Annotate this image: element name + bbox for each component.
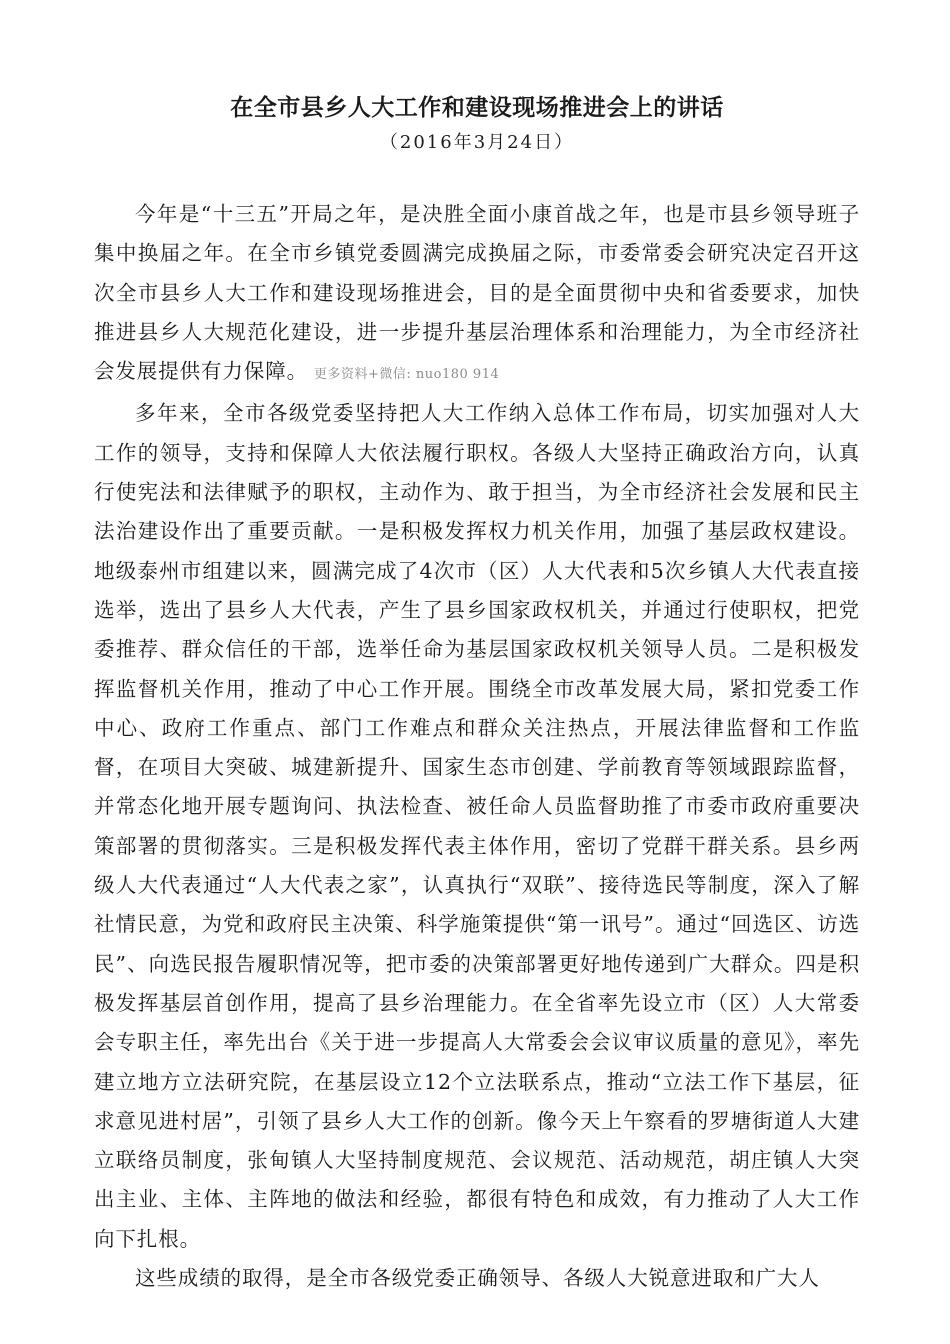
document-page: [94, 92, 860, 1298]
paragraph-1-text: 今年是“十三五”开局之年，是决胜全面小康首战之年，也是市县乡领导班子集中换届之年。在全市乡镇党委圆满完成换届之际，市委常委会研究决定召开这次全市县乡人大工作和建设现场推进会，目的是全面贯彻中央和省委要求，加快推进县乡人大规范化建设，进一步提升基层治理体系和治理能力，为全市经济社会发展提供有力保障。: [94, 202, 860, 384]
document-body: [94, 195, 860, 1298]
contact-note: 更多资料+微信: nuo180 914: [314, 367, 500, 383]
paragraph-1: [94, 195, 860, 394]
paragraph-2: [94, 394, 860, 1259]
document-date: （2016年3月24日）: [379, 132, 575, 153]
document-title: 在全市县乡人大工作和建设现场推进会上的讲话: [230, 94, 724, 121]
paragraph-3: [94, 1259, 860, 1298]
paragraph-3-text: 这些成绩的取得，是全市各级党委正确领导、各级人大锐意进取和广大人: [135, 1266, 820, 1291]
paragraph-2-text: 多年来，全市各级党委坚持把人大工作纳入总体工作布局，切实加强对人大工作的领导，支持和保障人大依法履行职权。各级人大坚持正确政治方向，认真行使宪法和法律赋予的职权，主动作为、敢于担当，为全市经济社会发展和民主法治建设作出了重要贡献。一是积极发挥权力机关作用，加强了基层政权建设。地级泰州市组建以来，圆满完成了4次市（区）人大代表和5次乡镇人大代表直接选举，选出了县乡人大代表，产生了县乡国家政权机关，并通过行使职权，把党委推荐、群众信任的干部，选举任命为基层国家政权机关领导人员。二是积极发挥监督机关作用，推动了中心工作开展。围绕全市改革发展大局，紧扣党委工作中心、政府工作重点、部门工作难点和群众关注热点，开展法律监督和工作监督，在项目大突破、城建新提升、国家生态市创建、学前教育等领域跟踪监督，并常态化地开展专题询问、执法检查、被任命人员监督助推了市委市政府重要决策部署的贯彻落实。三是积极发挥代表主体作用，密切了党群干群关系。县乡两级人大代表通过“人大代表之家”，认真执行“双联”、接待选民等制度，深入了解社情民意，为党和政府民主决策、科学施策提供“第一讯号”。通过“回选区、访选民”、向选民报告履职情况等，把市委的决策部署更好地传递到广大群众。四是积极发挥基层首创作用，提高了县乡治理能力。在全省率先设立市（区）人大常委会专职主任，率先出台《关于进一步提高人大常委会会议审议质量的意见》，率先建立地方立法研究院，在基层设立12个立法联系点，推动“立法工作下基层，征求意见进村居”，引领了县乡人大工作的创新。像今天上午察看的罗塘街道人大建立联络员制度，张甸镇人大坚持制度规范、会议规范、活动规范，胡庄镇人大突出主业、主体、主阵地的做法和经验，都很有特色和成效，有力推动了人大工作向下扎根。: [94, 401, 860, 1251]
